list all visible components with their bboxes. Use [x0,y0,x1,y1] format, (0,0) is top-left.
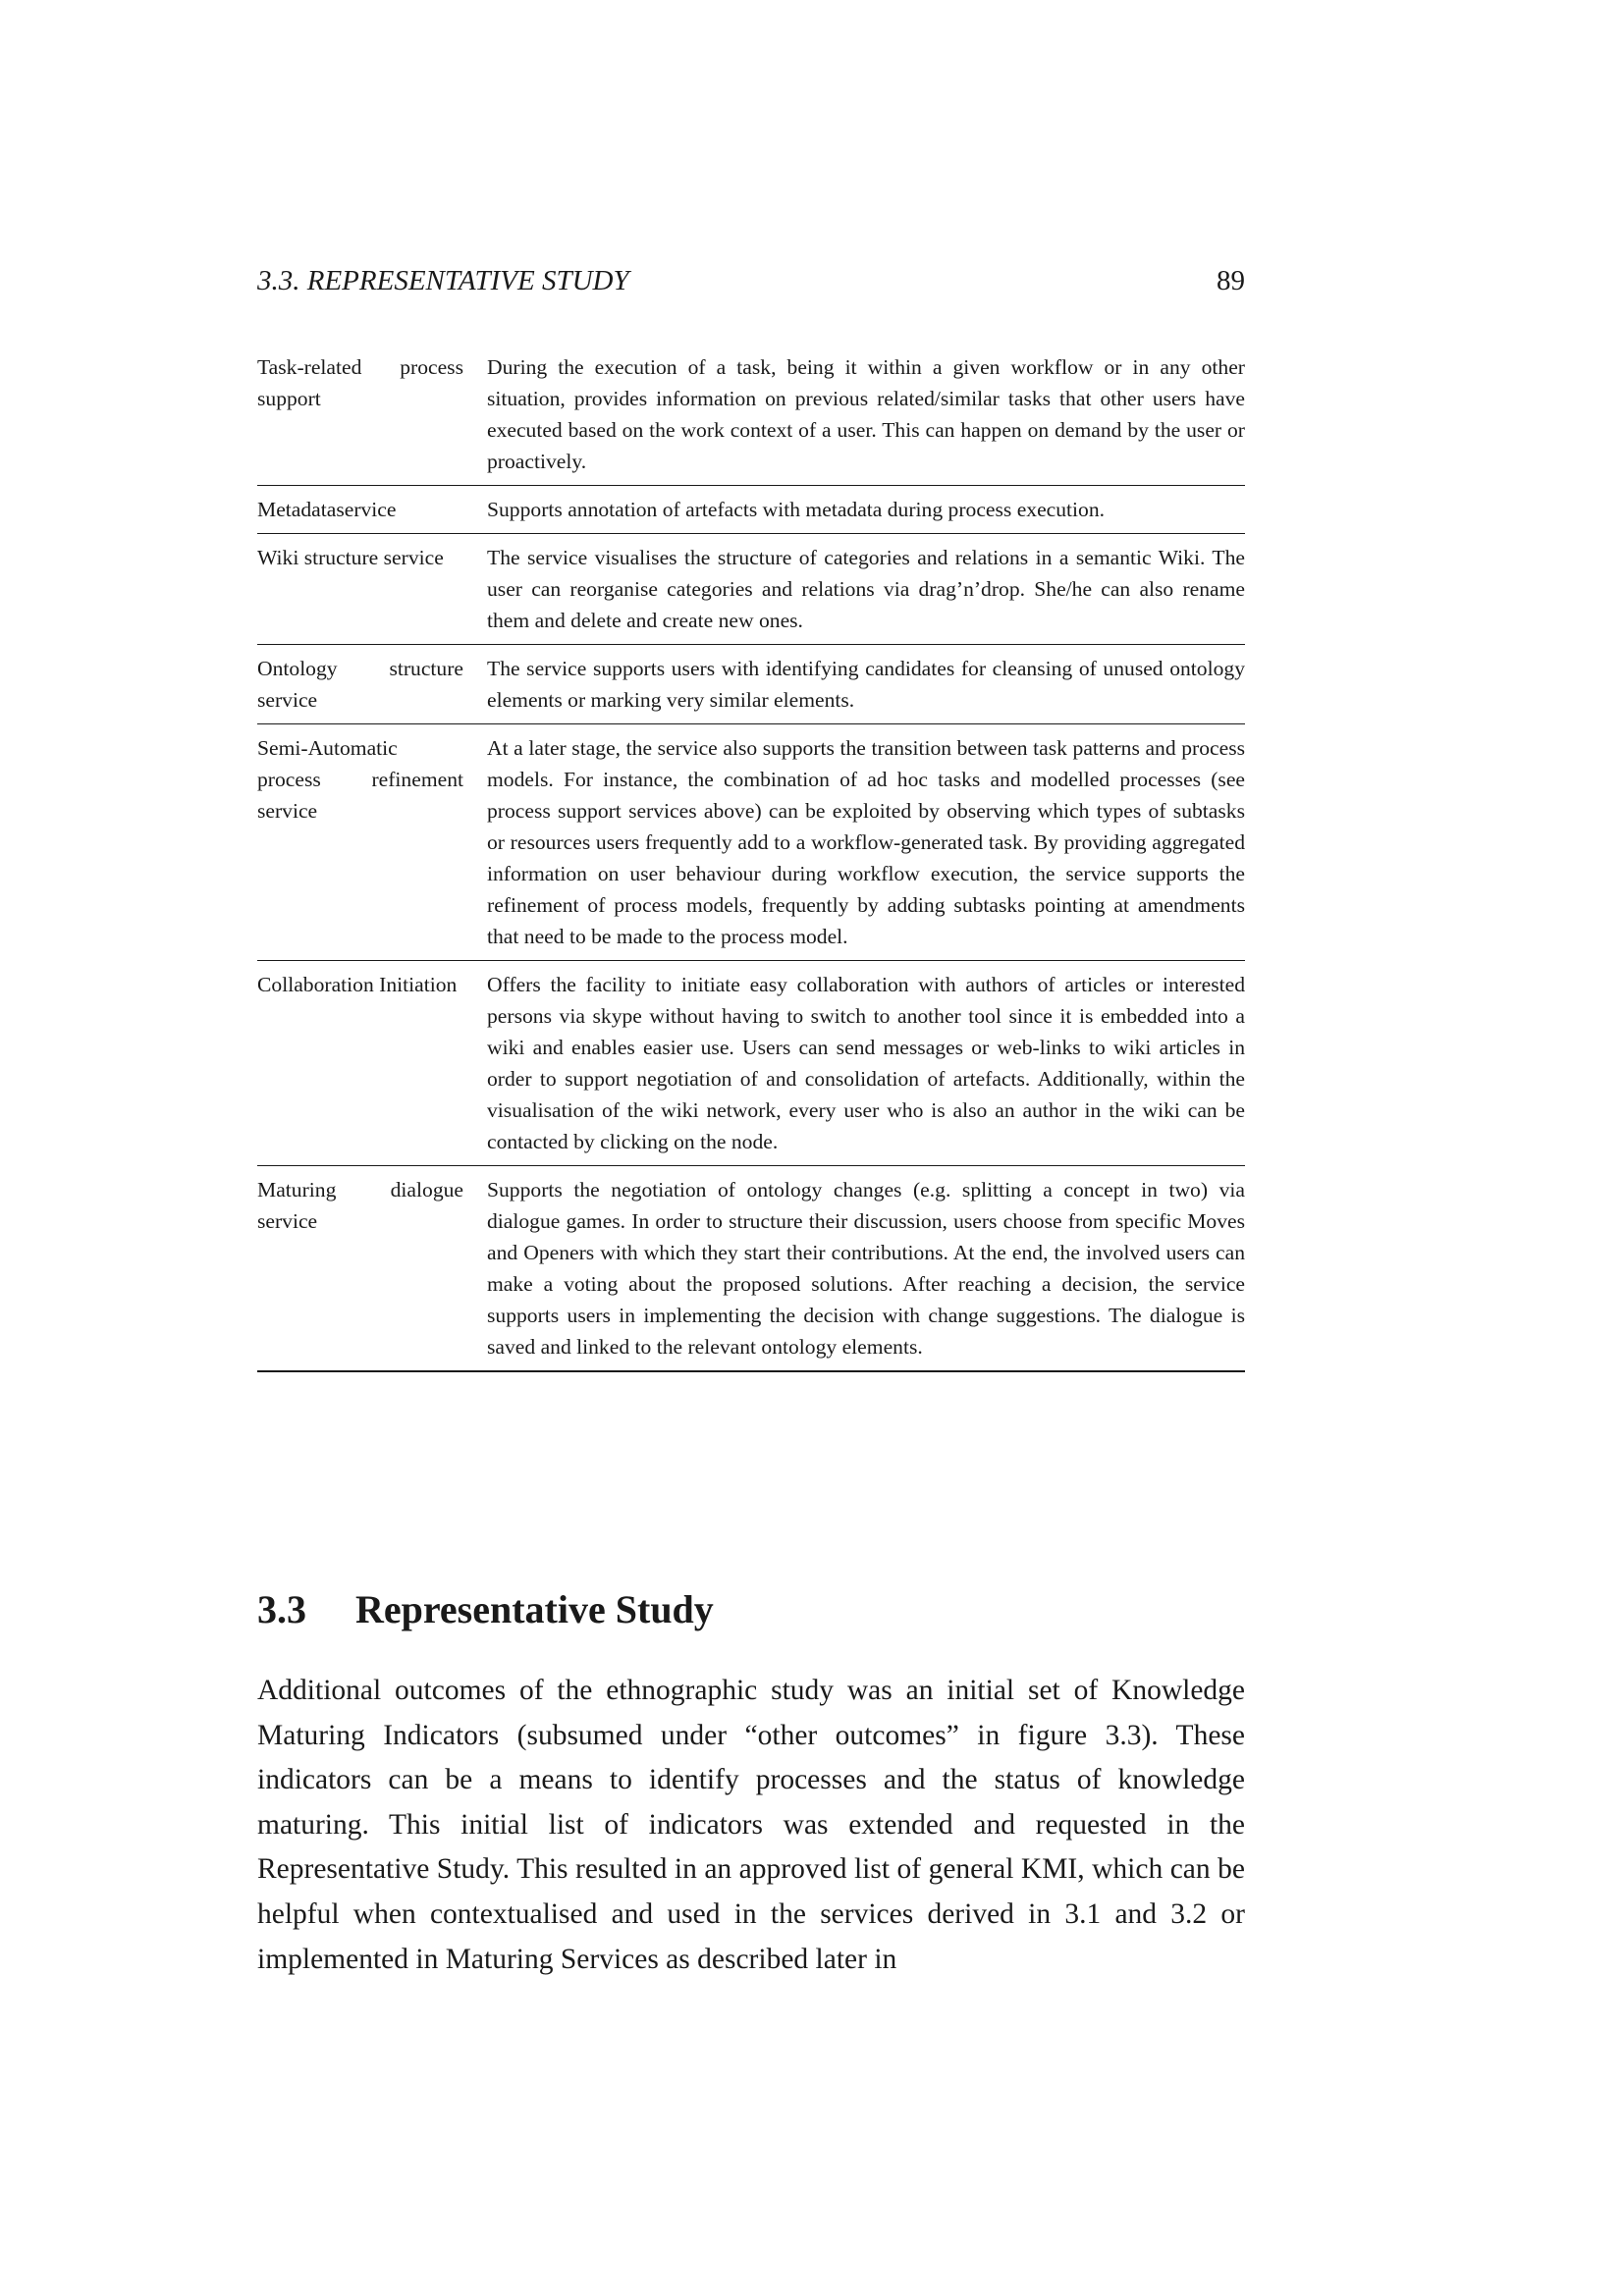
service-description: The service supports users with identifying candidates for cleansing of unused ontology elements or marking very similar elements. [487,645,1245,724]
page-number: 89 [1217,265,1245,296]
header-section-title: 3.3. REPRESENTATIVE STUDY [257,265,629,296]
service-name: Metadataservice [257,486,487,534]
services-table [257,351,1245,1372]
table-row [257,645,1245,724]
service-description: During the execution of a task, being it within a given workflow or in any other situation, provides information on previous related/similar tasks that other users have executed based on the work context of a user. This can happen on demand by the user or proactively. [487,351,1245,486]
service-description: At a later stage, the service also supports the transition between task patterns and process models. For instance, the combination of ad hoc tasks and modelled processes (see process support services above) can be exploited by observing which types of subtasks or resources users frequently add to a workflow-generated task. By providing aggregated information on user behaviour during workflow execution, the service supports the refinement of process models, frequently by adding subtasks pointing at amendments that need to be made to the process model. [487,724,1245,961]
service-name: Semi-Automatic process refinement service [257,724,487,961]
section-number: 3.3 [257,1587,306,1631]
service-description: Supports annotation of artefacts with metadata during process execution. [487,486,1245,534]
service-name: Task-related process support [257,351,487,486]
table-row [257,961,1245,1166]
section-title: Representative Study [355,1587,714,1631]
running-header [257,261,1245,300]
service-description: Offers the facility to initiate easy collaboration with authors of articles or interested persons via skype without having to switch to another tool since it is embedded into a wiki and enables easier use. Users can send messages or web-links to wiki articles in order to support negotiation of and consolidation of artefacts. Additionally, within the visualisation of the wiki network, every user who is also an author in the wiki can be contacted by clicking on the node. [487,961,1245,1166]
table-row [257,534,1245,645]
service-name: Ontology structure service [257,645,487,724]
table-row [257,351,1245,486]
service-name: Wiki structure service [257,534,487,645]
table-row [257,1166,1245,1372]
table-row [257,486,1245,534]
table-row [257,724,1245,961]
service-description: The service visualises the structure of categories and relations in a semantic Wiki. The user can reorganise categories and relations via drag’n’drop. She/he can also rename them and delete and create new ones. [487,534,1245,645]
service-name: Maturing dialogue service [257,1166,487,1372]
service-name: Collaboration Initiation [257,961,487,1166]
service-description: Supports the negotiation of ontology changes (e.g. splitting a concept in two) via dialogue games. In order to structure their discussion, users choose from specific Moves and Openers with which they start their contributions. At the end, the involved users can make a voting about the proposed solutions. After reaching a decision, the service supports users in implementing the decision with change suggestions. The dialogue is saved and linked to the relevant ontology elements. [487,1166,1245,1372]
section-heading [257,1582,714,1637]
body-paragraph: Additional outcomes of the ethnographic study was an initial set of Knowledge Maturing Indicators (subsumed under “other outcomes” in figure 3.3). These indicators can be a means to identify processes and the status of knowledge maturing. This initial list of indicators was extended and requested in the Representative Study. This resulted in an approved list of general KMI, which can be helpful when contextualised and used in the services derived in 3.1 and 3.2 or implemented in Maturing Services as described later in [257,1675,1245,1975]
